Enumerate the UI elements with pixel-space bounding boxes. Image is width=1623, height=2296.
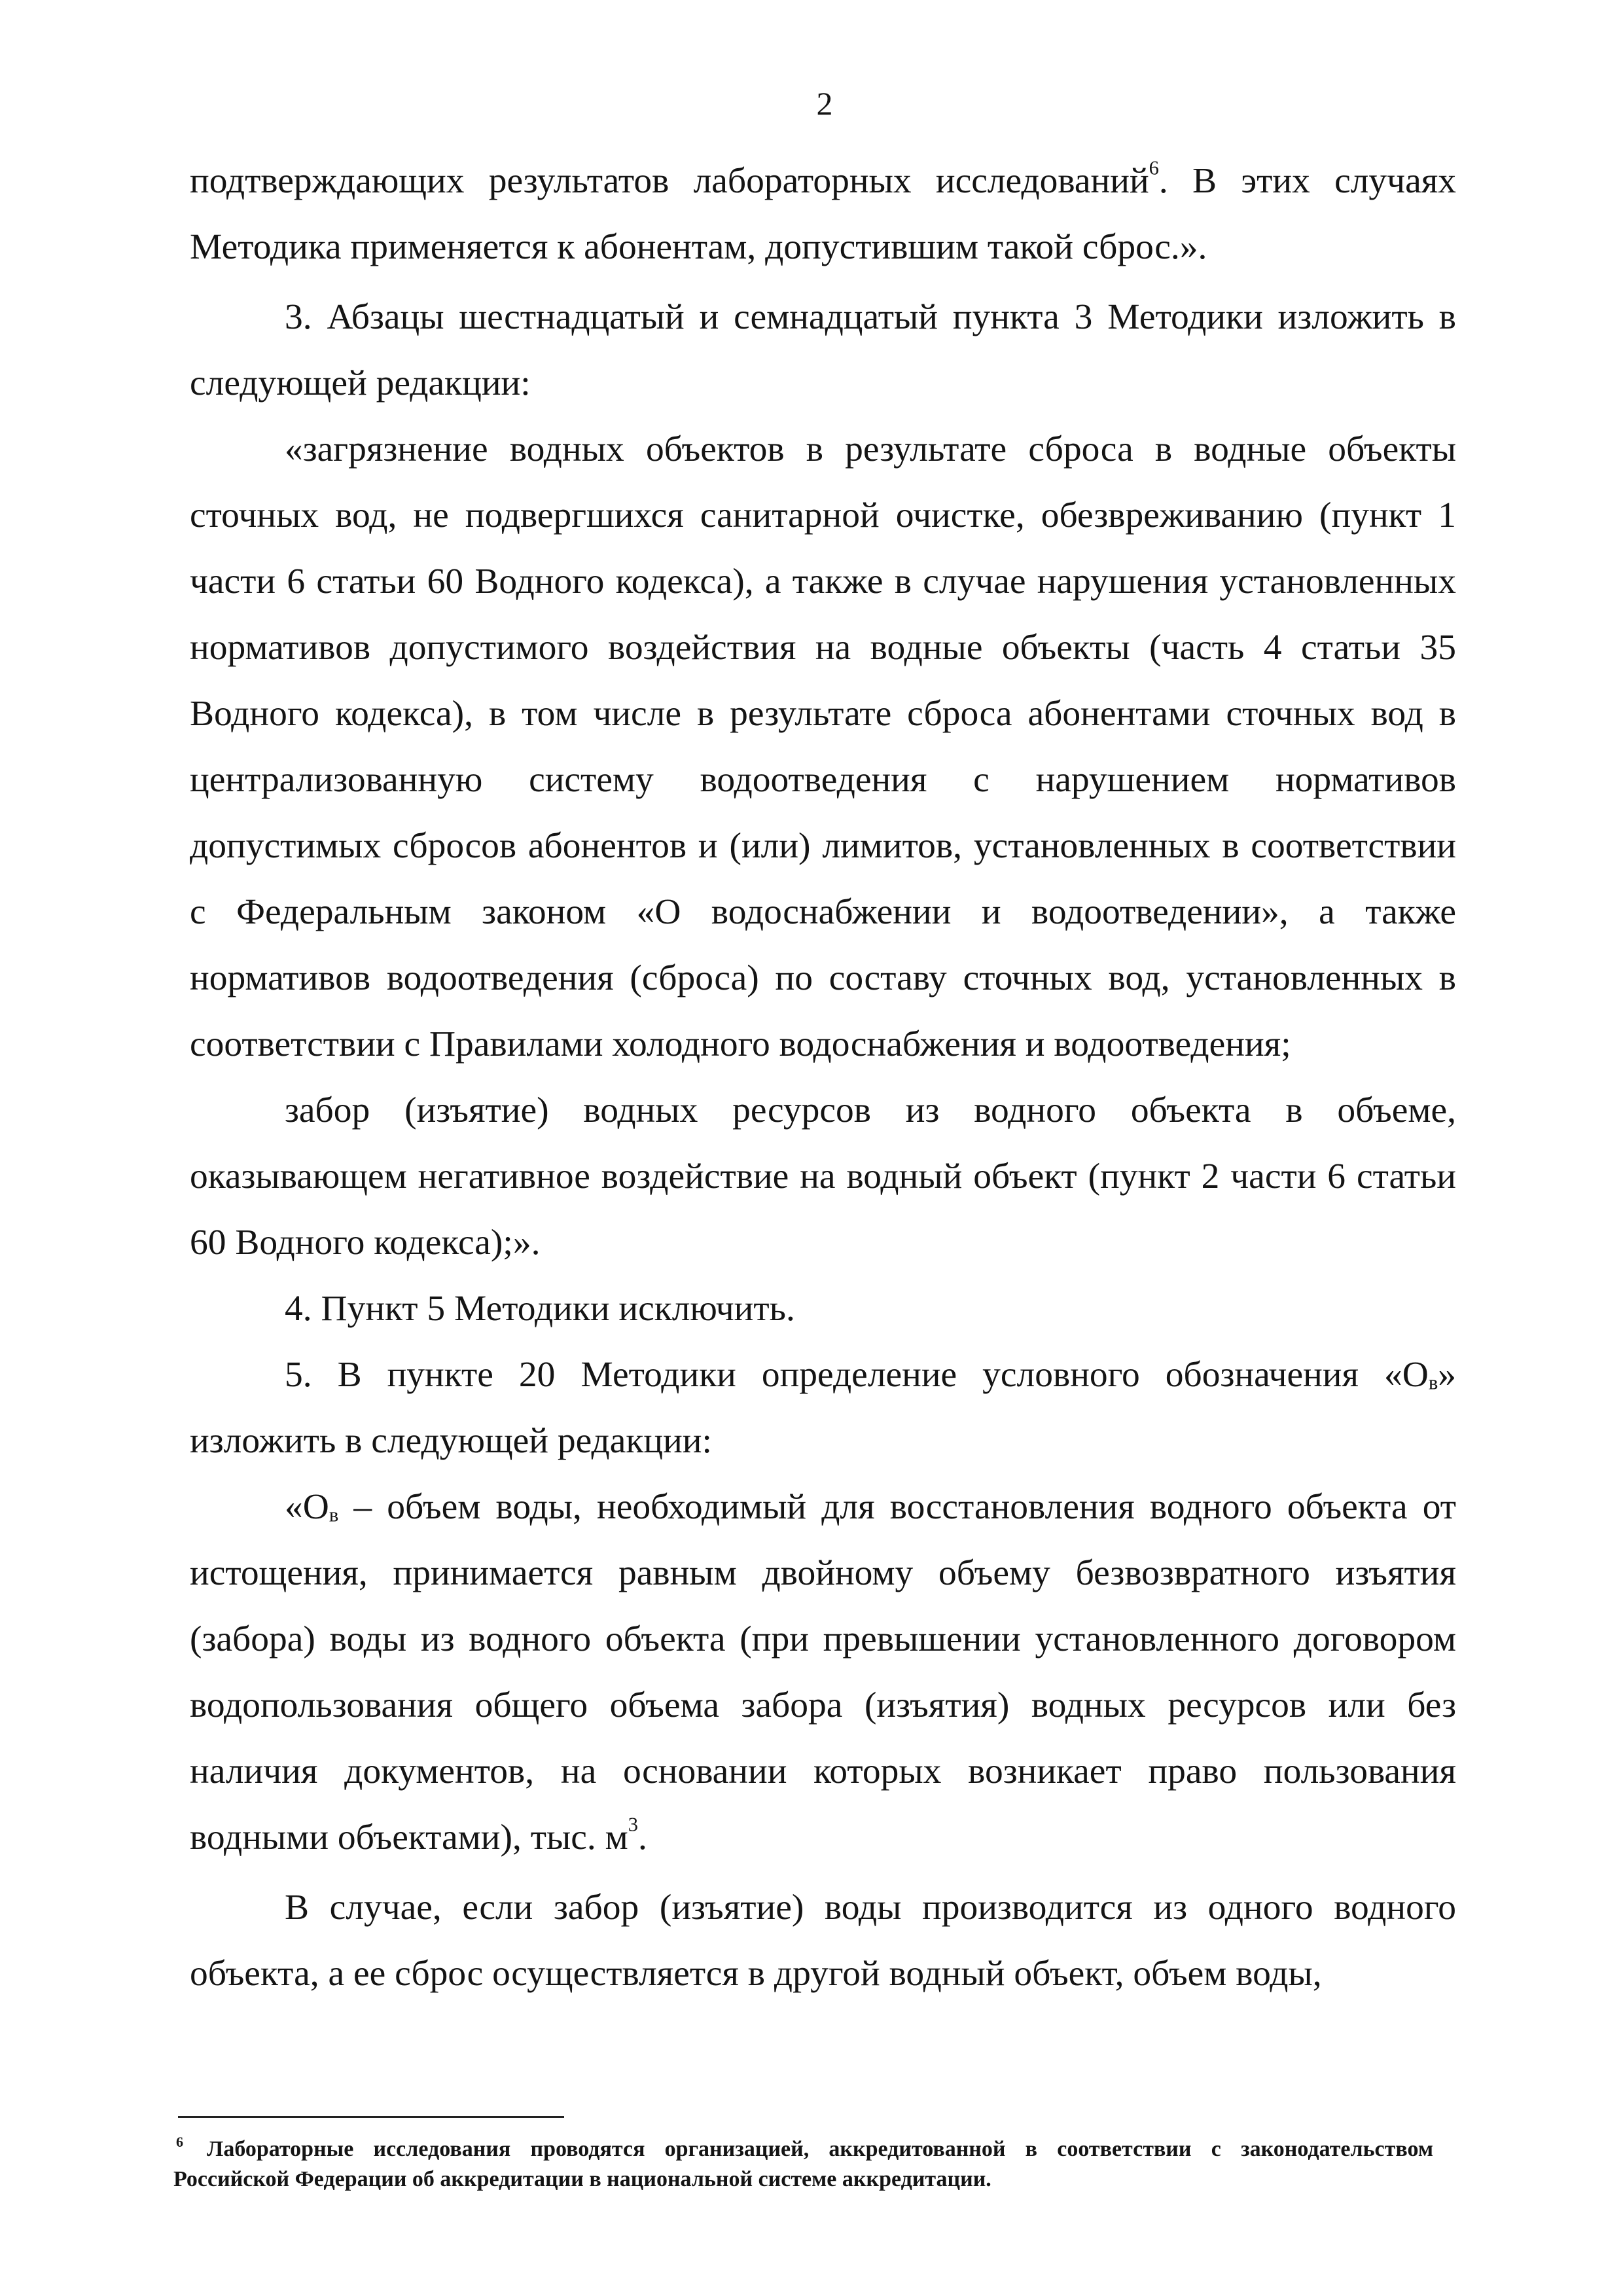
subscript: в: [1428, 1371, 1438, 1394]
paragraph-text: – объем воды, необходимый для восстановления водного объекта от истощения, принимается равным двойному объему безвозвратного изъятия (забора) воды из водного объекта (при превышении установленного договором водопользования общего объема забора (изъятия) водных ресурсов или без наличия документов, на основании которых возникает право пользования водными объектами), тыс. м: [190, 1487, 1456, 1857]
document-body: [190, 148, 1456, 2007]
footnote-text: [173, 2127, 1433, 2195]
paragraph-definition: [190, 1474, 1456, 1871]
paragraph-text-tail: .: [638, 1818, 647, 1857]
subscript: в: [329, 1503, 339, 1526]
paragraph-text: 5. В пункте 20 Методики определение условного обозначения «О: [285, 1355, 1429, 1395]
paragraph-item-3: 3. Абзацы шестнадцатый и семнадцатый пункта 3 Методики изложить в следующей редакции:: [190, 297, 1456, 403]
footnote: [173, 2127, 1433, 2195]
paragraph-quote-pollution: «загрязнение водных объектов в результате сброса в водные объекты сточных вод, не подвергшихся санитарной очистке, обезвреживанию (пункт 1 части 6 статьи 60 Водного кодекса), а также в случае нарушения установленных нормативов допустимого воздействия на водные объекты (часть 4 статьи 35 Водного кодекса), в том числе в результате сброса абонентами сточных вод в централизованную систему водоотведения с нарушением нормативов допустимых сбросов абонентов и (или) лимитов, установленных в соответствии с Федеральным законом «О водоснабжении и водоотведении», а также нормативов водоотведения (сброса) по составу сточных вод, установленных в соответствии с Правилами холодного водоснабжения и водоотведения;: [190, 429, 1456, 1064]
footnote-body: Лабораторные исследования проводятся организацией, аккредитованной в соответствии с законодательством Российской Федерации об аккредитации в национальной системе аккредитации.: [173, 2137, 1433, 2191]
footnote-reference: 6: [1149, 156, 1159, 179]
paragraph-text-tail: . В этих случаях Методика применяется к абонентам, допустившим такой сброс.».: [190, 161, 1456, 267]
paragraph-quote-withdrawal: забор (изъятие) водных ресурсов из водного объекта в объеме, оказывающем негативное воздействие на водный объект (пункт 2 части 6 статьи 60 Водного кодекса);».: [190, 1090, 1456, 1263]
page-number: 2: [816, 85, 833, 122]
paragraph-text: подтверждающих результатов лабораторных исследований: [190, 161, 1149, 201]
paragraph-item-4: 4. Пункт 5 Методики исключить.: [285, 1289, 795, 1329]
footnote-mark: 6: [176, 2134, 183, 2150]
paragraph-continuation: [190, 148, 1456, 280]
paragraph-item-5: [190, 1342, 1456, 1474]
paragraph-text-tail: » изложить в следующей редакции:: [190, 1355, 1456, 1461]
paragraph-case: В случае, если забор (изъятие) воды производится из одного водного объекта, а ее сброс осуществляется в другой водный объект, объем воды,: [190, 1888, 1456, 1994]
definition-symbol: «О: [285, 1487, 329, 1527]
footnote-divider: [178, 2116, 564, 2118]
superscript: 3: [628, 1813, 639, 1836]
